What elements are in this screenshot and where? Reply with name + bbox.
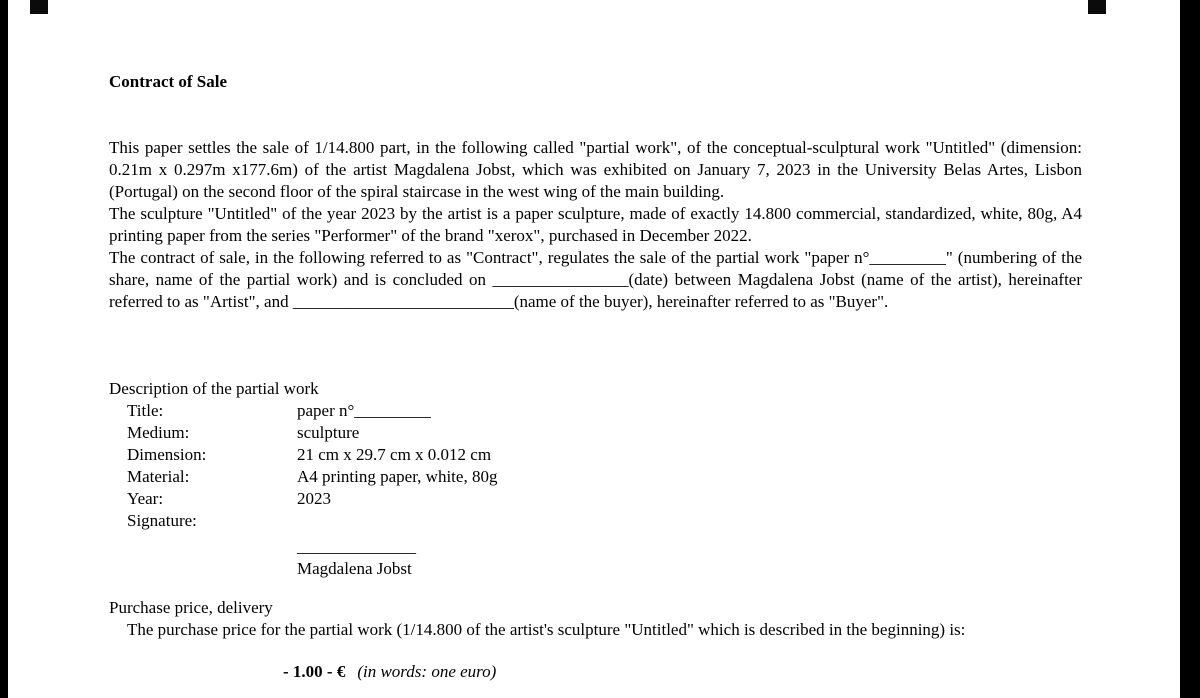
- signature-block: [297, 536, 1082, 580]
- price-line: [109, 661, 1082, 683]
- field-row-signature: [109, 510, 1082, 532]
- paragraph-sculpture-description: The sculpture "Untitled" of the year 2023 by the artist is a paper sculpture, made of exactly 14.800 commercial, standardized, white, 80g, A4 printing paper from the series "Performer" of the brand "xerox", purchased in December 2022.: [109, 204, 1082, 245]
- purchase-heading: Purchase price, delivery: [109, 598, 273, 617]
- field-label-dimension: Dimension:: [127, 445, 207, 464]
- field-value-year: 2023: [297, 489, 331, 508]
- field-label-medium: Medium:: [127, 423, 190, 442]
- crop-mark-right: [1088, 0, 1106, 14]
- document-title: Contract of Sale: [109, 72, 228, 91]
- intro-paragraphs: [109, 137, 1082, 313]
- field-label-title: Title:: [127, 401, 164, 420]
- field-row-year: [109, 488, 1082, 510]
- signature-name: Magdalena Jobst: [297, 559, 412, 578]
- paragraph-contract-terms: The contract of sale, in the following referred to as "Contract", regulates the sale of the partial work "paper n°_________" (numbering of the share, name of the partial work) and is concluded on ________________(date) between Magdalena Jobst (name of the artist), hereinafter referred to as "Artist", and __________________________(name of the buyer), hereinafter referred to as "Buyer".: [109, 248, 1082, 311]
- price-amount: - 1.00 - €: [283, 662, 346, 681]
- field-row-dimension: [109, 444, 1082, 466]
- field-value-material: A4 printing paper, white, 80g: [297, 467, 498, 486]
- purchase-text: The purchase price for the partial work (1/14.800 of the artist's sculpture "Untitled" which is described in the beginning) is:: [127, 620, 966, 639]
- field-row-medium: [109, 422, 1082, 444]
- description-heading: Description of the partial work: [109, 379, 319, 398]
- field-row-material: [109, 466, 1082, 488]
- description-section: [109, 378, 1082, 580]
- field-label-material: Material:: [127, 467, 190, 486]
- paragraph-sale-settlement: This paper settles the sale of 1/14.800 part, in the following called "partial work", of the conceptual-sculptural work "Untitled" (dimension: 0.21m x 0.297m x177.6m) of the artist Magdalena Jobst, which was exhibited on January 7, 2023 in the University Belas Artes, Lisbon (Portugal) on the second floor of the spiral staircase in the west wing of the main building.: [109, 138, 1082, 201]
- signature-line: ______________: [297, 537, 416, 556]
- price-in-words: (in words: one euro): [357, 662, 497, 681]
- field-label-signature: Signature:: [127, 511, 197, 530]
- purchase-section: [109, 597, 1082, 683]
- field-value-title: paper n°_________: [297, 401, 431, 420]
- field-label-year: Year:: [127, 489, 164, 508]
- document-content: [109, 0, 1082, 683]
- field-row-title: [109, 400, 1082, 422]
- field-value-medium: sculpture: [297, 423, 360, 442]
- field-value-dimension: 21 cm x 29.7 cm x 0.012 cm: [297, 445, 492, 464]
- document-page: [8, 0, 1180, 698]
- crop-mark-left: [30, 0, 48, 14]
